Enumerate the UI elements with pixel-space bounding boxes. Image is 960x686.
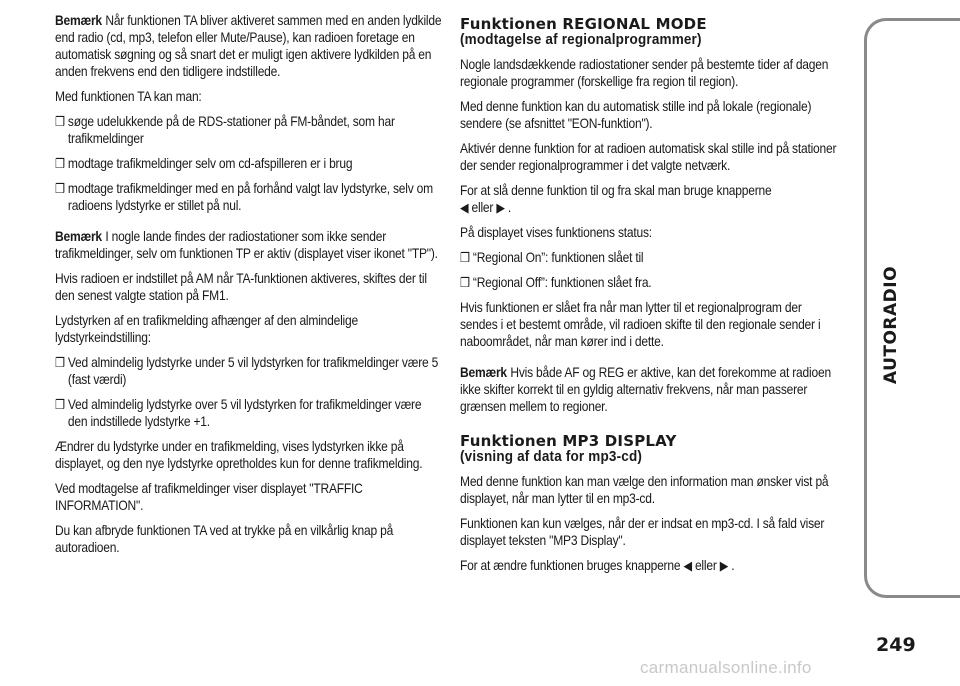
chapter-tab-text: AUTORADIO xyxy=(881,265,901,385)
paragraph-text: For at slå denne funktion til og fra skal man bruge knapperne xyxy=(460,182,772,198)
section-heading-mp3-display xyxy=(460,433,840,465)
page-number: 249 xyxy=(876,634,916,656)
watermark: carmanualsonline.info xyxy=(640,658,812,677)
heading-title: Funktionen REGIONAL MODE xyxy=(460,15,707,33)
paragraph: Ved modtagelse af trafikmeldinger viser displayet "TRAFFIC INFORMATION". xyxy=(55,480,363,513)
checkbox-icon: ❒ xyxy=(460,275,470,290)
heading-subtitle: (modtagelse af regionalprogrammer) xyxy=(460,31,702,48)
paragraph: Med denne funktion kan du automatisk stille ind på lokale (regionale) sendere (se afsnittet "EON-funktion"). xyxy=(460,98,812,131)
arrow-left-icon: ◀ xyxy=(460,200,469,215)
paragraph: Lydstyrken af en trafikmelding afhænger af den almindelige lydstyrkeindstilling: xyxy=(55,312,358,345)
list-item-text: “Regional Off”: funktionen slået fra. xyxy=(472,274,652,290)
paragraph: Med denne funktion kan man vælge den information man ønsker vist på displayet, når man lytter til en mp3-cd. xyxy=(460,473,829,506)
note-text: I nogle lande findes der radiostationer som ikke sender trafikmeldinger, selv om funktionen TP er aktiv (displayet viser ikonet "TP"). xyxy=(55,228,438,261)
right-column xyxy=(460,12,840,582)
paragraph-text: For at ændre funktionen bruges knapperne xyxy=(460,557,681,573)
or-text: eller xyxy=(471,199,494,215)
list-item-text: Ved almindelig lydstyrke under 5 vil lydstyrken for trafikmeldinger være 5 (fast værdi) xyxy=(67,354,439,387)
paragraph: Du kan afbryde funktionen TA ved at trykke på en vilkårlig knap på autoradioen. xyxy=(55,522,394,555)
checkbox-icon: ❒ xyxy=(55,156,65,171)
paragraph: Hvis radioen er indstillet på AM når TA-funktionen aktiveres, skiftes der til den senest valgte station på FM1. xyxy=(55,270,427,303)
note-label: Bemærk xyxy=(55,12,102,28)
paragraph: Aktivér denne funktion for at radioen automatisk skal stille ind på stationer der sender regionalprogrammer i det valgte netværk. xyxy=(460,140,837,173)
paragraph: Med funktionen TA kan man: xyxy=(55,88,202,104)
list-item xyxy=(55,396,442,430)
note-paragraph xyxy=(55,228,442,262)
paragraph: Funktionen kan kun vælges, når der er indsat en mp3-cd. I så fald viser displayet teksten "MP3 Display". xyxy=(460,515,825,548)
note-paragraph xyxy=(460,364,839,415)
checkbox-icon: ❒ xyxy=(55,397,65,412)
list-item xyxy=(55,180,442,214)
list-item-text: modtage trafikmeldinger med en på forhånd valgt lav lydstyrke, selv om radioens lydstyrke er stillet på nul. xyxy=(67,180,433,213)
list-item-text: søge udelukkende på de RDS-stationer på FM-båndet, som har trafikmeldinger xyxy=(67,113,395,146)
paragraph: Hvis funktionen er slået fra når man lytter til et regionalprogram der sendes i et bestemt område, vil radioen skifte til den regionale sender i naboområdet, når man kører ind i dette. xyxy=(460,299,821,349)
paragraph: Nogle landsdækkende radiostationer sender på bestemte tider af dagen regionale programmer (forskellige fra region til region). xyxy=(460,56,829,89)
checkbox-icon: ❒ xyxy=(55,114,65,129)
paragraph xyxy=(460,557,839,574)
paragraph xyxy=(460,182,839,216)
paragraph: Ændrer du lydstyrke under en trafikmelding, vises lydstyrken ikke på displayet, og den nye lydstyrke opretholdes kun for denne trafikmelding. xyxy=(55,438,423,471)
note-text: Når funktionen TA bliver aktiveret sammen med en anden lydkilde end radio (cd, mp3, telefon eller Mute/Pause), kan radioen foretage en automatisk søgning og så snart det er muligt igen aktivere lydkilden på en anden frekvens end den tidligere indstillede. xyxy=(55,12,442,79)
heading-title: Funktionen MP3 DISPLAY xyxy=(460,432,677,450)
list-item-text: modtage trafikmeldinger selv om cd-afspilleren er i brug xyxy=(67,155,353,171)
checkbox-icon: ❒ xyxy=(460,250,470,265)
list-item xyxy=(460,249,839,266)
note-label: Bemærk xyxy=(460,364,507,380)
checkbox-icon: ❒ xyxy=(55,181,65,196)
arrow-left-icon: ◀ xyxy=(683,558,692,573)
note-label: Bemærk xyxy=(55,228,102,244)
list-item xyxy=(460,274,839,291)
list-item xyxy=(55,113,442,147)
chapter-tab-label xyxy=(876,245,906,405)
note-paragraph xyxy=(55,12,442,80)
checkbox-icon: ❒ xyxy=(55,355,65,370)
section-heading-regional-mode xyxy=(460,16,840,48)
list-item xyxy=(55,354,442,388)
arrow-right-icon: ▶ xyxy=(496,200,505,215)
left-column xyxy=(55,12,443,564)
heading-subtitle: (visning af data for mp3-cd) xyxy=(460,448,643,465)
or-text: eller xyxy=(694,557,717,573)
period-text: . xyxy=(731,557,735,573)
note-text: Hvis både AF og REG er aktive, kan det forekomme at radioen ikke skifter korrekt til en gyldig alternativ frekvens, når man passerer grænsen mellem to regioner. xyxy=(460,364,831,414)
period-text: . xyxy=(507,199,511,215)
list-item-text: Ved almindelig lydstyrke over 5 vil lydstyrken for trafikmeldinger være den indstillede lydstyrke +1. xyxy=(67,396,422,429)
list-item-text: “Regional On”: funktionen slået til xyxy=(472,249,644,265)
paragraph: På displayet vises funktionens status: xyxy=(460,224,652,240)
arrow-right-icon: ▶ xyxy=(719,558,729,573)
list-item xyxy=(55,155,442,172)
